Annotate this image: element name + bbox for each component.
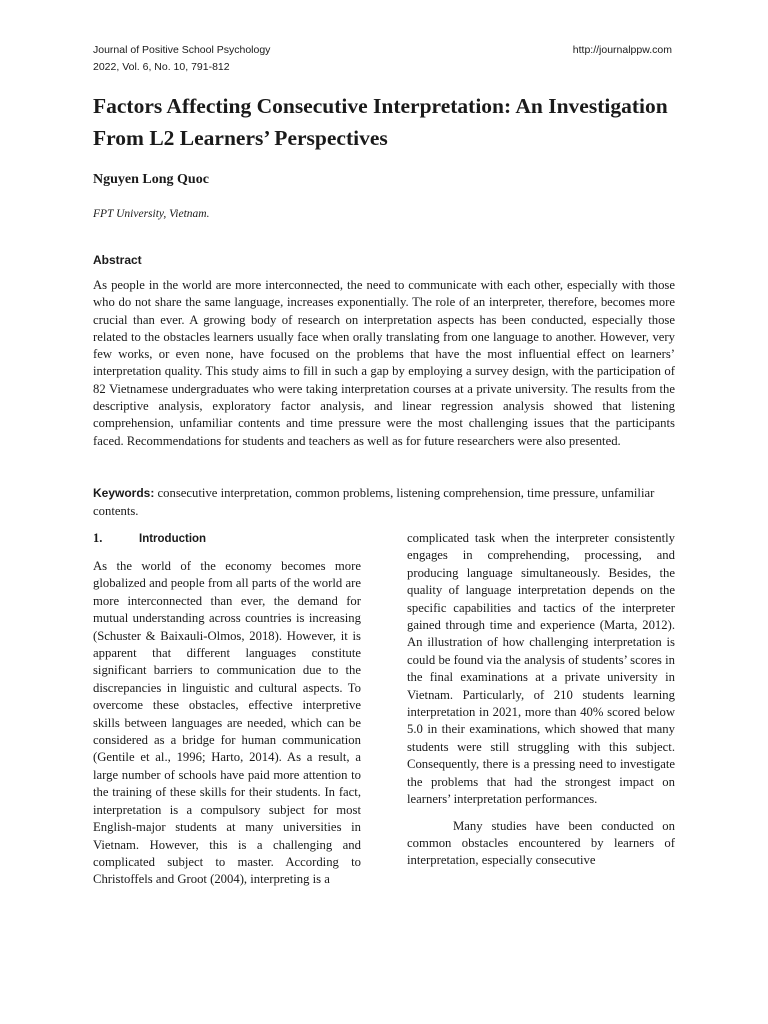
author-affiliation: FPT University, Vietnam. <box>93 208 210 220</box>
intro-paragraph-1: As the world of the economy becomes more globalized and people from all parts of the world are more interconnected than ever, the demand for mutual understanding across countries is increasing (Schuster & Baixauli-Olmos, 2018). However, it is apparent that different languages constitute significant barriers to communication due to the discrepancies in linguistic and cultural aspects. To overcome these obstacles, effective interpretive skills between languages are needed, which can be considered as a bridge for human communication (Gentile et al., 1996; Harto, 2014). As a result, a large number of schools have paid more attention to the training of these skills for their students. In fact, interpretation is a compulsory subject for most English-major students at many universities in Vietnam. However, this is a challenging and complicated subject to master. According to Christoffels and Groot (2004), interpreting is a <box>93 559 361 887</box>
intro-paragraph-1-continued: complicated task when the interpreter consistently engages in comprehending, processing, and producing language simultaneously. Besides, the quality of language interpretation depends on the specific capabilities and tactics of the interpreter gained through time and experience (Marta, 2012). An illustration of how challenging interpretation is could be found via the analysis of students’ scores in the final examinations at a private university in Vietnam. Particularly, of 210 students learning interpretation in 2021, more than 40% scored below 5.0 in their examinations, which showed that many students were still struggling with this subject. Consequently, there is a pressing need to investigate the problems that had the strongest impact on learners’ interpretation performances. <box>407 531 675 807</box>
section-number: 1. <box>93 531 103 545</box>
intro-paragraph-2: Many studies have been conducted on common obstacles encountered by learners of interpretation, especially consecutive <box>407 818 675 868</box>
keywords-text: consecutive interpretation, common problems, listening comprehension, time pressure, unfamiliar contents. <box>93 486 655 518</box>
journal-header <box>93 42 270 76</box>
keywords <box>93 485 675 520</box>
left-column <box>93 530 361 889</box>
author-name: Nguyen Long Quoc <box>93 172 209 187</box>
abstract-heading: Abstract <box>93 253 142 267</box>
right-column <box>407 530 675 870</box>
journal-issue: 2022, Vol. 6, No. 10, 791-812 <box>93 61 230 73</box>
paper-title: Factors Affecting Consecutive Interpretation: An Investigation From L2 Learners’ Perspectives <box>93 94 668 150</box>
journal-name: Journal of Positive School Psychology <box>93 44 271 56</box>
keywords-label: Keywords: <box>93 486 155 500</box>
abstract-text: As people in the world are more interconnected, the need to communicate with each other, especially with those who do not share the same language, increases exponentially. The role of an interpreter, therefore, becomes more crucial than ever. A growing body of research on interpretation aspects has been conducted, especially those related to the obstacles learners usually face when orally translating from one language to another. However, very few works, or even none, have focused on the problems that have the most influential effect on learners’ interpretation quality. This study aims to fill in such a gap by employing a survey design, with the participation of 82 Vietnamese undergraduates who were taking interpretation courses at a private university. The results from the descriptive analysis, exploratory factor analysis, and linear regression analysis showed that listening comprehension, unfamiliar contents and time pressure were the most challenging issues that the participants faced. Recommendations for students and teachers as well as for future researchers were also presented. <box>93 278 675 448</box>
section-title: Introduction <box>139 533 207 545</box>
section-heading <box>93 530 361 548</box>
journal-url[interactable]: http://journalppw.com <box>572 44 672 56</box>
